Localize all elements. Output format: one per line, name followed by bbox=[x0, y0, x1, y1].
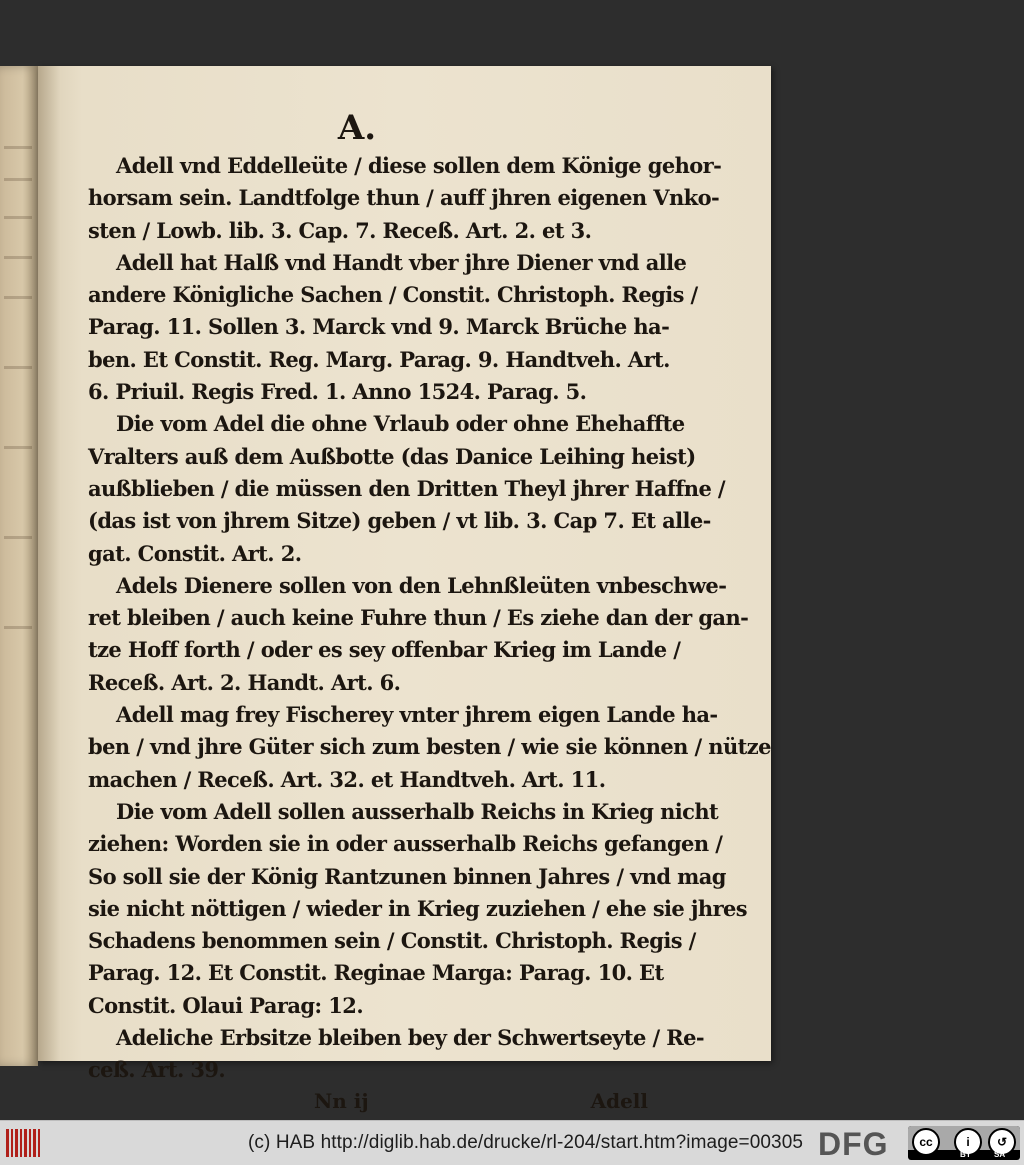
text-line: gat. Constit. Art. 2. bbox=[88, 540, 302, 566]
text-line: sie nicht nöttigen / wieder in Krieg zuziehen / ehe sie jhres bbox=[88, 895, 748, 921]
text-line: 6. Priuil. Regis Fred. 1. Anno 1524. Parag. 5. bbox=[88, 379, 587, 405]
cc-license-badge[interactable] bbox=[908, 1126, 1020, 1160]
text-line: sten / Lowb. lib. 3. Cap. 7. Receß. Art. 2. et 3. bbox=[88, 217, 592, 243]
share-alike-icon: ↺ bbox=[988, 1128, 1016, 1156]
text-line: Adels Dienere sollen von den Lehnßleüten vnbeschwe- bbox=[116, 572, 727, 598]
citation-link[interactable]: (c) HAB http://diglib.hab.de/drucke/rl-204/start.htm?image=00305 bbox=[248, 1132, 804, 1153]
text-line: Parag. 12. Et Constit. Reginae Marga: Parag. 10. Et bbox=[88, 960, 664, 986]
attribution-icon: i bbox=[954, 1128, 982, 1156]
page-heading: A. bbox=[337, 108, 377, 148]
text-line: ret bleiben / auch keine Fuhre thun / Es ziehe dan der gan- bbox=[88, 605, 749, 631]
text-line: andere Königliche Sachen / Constit. Christoph. Regis / bbox=[88, 282, 698, 308]
text-line: Constit. Olaui Parag: 12. bbox=[88, 992, 364, 1018]
previous-page-edge bbox=[0, 66, 38, 1066]
text-line: ben / vnd jhre Güter sich zum besten / wie sie können / nütze bbox=[88, 734, 771, 760]
text-line: tze Hoff forth / oder es sey offenbar Krieg im Lande / bbox=[88, 637, 681, 663]
text-line: außblieben / die müssen den Dritten Theyl jhrer Haffne / bbox=[88, 475, 725, 501]
text-line: Adell mag frey Fischerey vnter jhrem eigen Lande ha- bbox=[116, 702, 718, 728]
catchword: Adell bbox=[590, 1088, 648, 1113]
text-line: Adell hat Halß vnd Handt vber jhre Diener vnd alle bbox=[116, 249, 687, 275]
text-line: ben. Et Constit. Reg. Marg. Parag. 9. Handtveh. Art. bbox=[88, 346, 670, 372]
text-line: (das ist von jhrem Sitze) geben / vt lib. 3. Cap 7. Et alle- bbox=[88, 508, 711, 534]
text-line: Adeliche Erbsitze bleiben bey der Schwertseyte / Re- bbox=[116, 1025, 704, 1051]
text-line: Parag. 11. Sollen 3. Marck vnd 9. Marck Brüche ha- bbox=[88, 314, 670, 340]
page-gutter-shadow bbox=[38, 66, 60, 1061]
text-line: Die vom Adell sollen ausserhalb Reichs in Krieg nicht bbox=[116, 798, 719, 824]
page-text bbox=[88, 106, 771, 1125]
text-line: ziehen: Worden sie in oder ausserhalb Reichs gefangen / bbox=[88, 831, 723, 857]
text-line: machen / Receß. Art. 32. et Handtveh. Art. 11. bbox=[88, 766, 606, 792]
sa-label: SA bbox=[994, 1150, 1006, 1159]
text-line: ceß. Art. 39. bbox=[88, 1057, 226, 1083]
text-line: Die vom Adel die ohne Vrlaub oder ohne Ehehaffte bbox=[116, 411, 685, 437]
text-line: So soll sie der König Rantzunen binnen Jahres / vnd mag bbox=[88, 863, 726, 889]
cc-icon: cc bbox=[912, 1128, 940, 1156]
signature-mark: Nn ij bbox=[314, 1088, 369, 1113]
text-line: Adell vnd Eddelleüte / diese sollen dem Könige gehor- bbox=[116, 153, 722, 178]
text-line: Schadens benommen sein / Constit. Christoph. Regis / bbox=[88, 928, 696, 954]
dfg-logo[interactable]: DFG bbox=[818, 1126, 889, 1162]
text-line: horsam sein. Landtfolge thun / auff jhren eigenen Vnko- bbox=[88, 185, 720, 211]
by-label: BY bbox=[960, 1150, 972, 1159]
book-page bbox=[38, 66, 771, 1113]
viewer-footer bbox=[0, 1120, 1024, 1165]
text-line: Vralters auß dem Außbotte (das Danice Leihing heist) bbox=[88, 443, 696, 469]
text-line: Receß. Art. 2. Handt. Art. 6. bbox=[88, 669, 401, 695]
library-barcode-icon bbox=[6, 1129, 40, 1157]
